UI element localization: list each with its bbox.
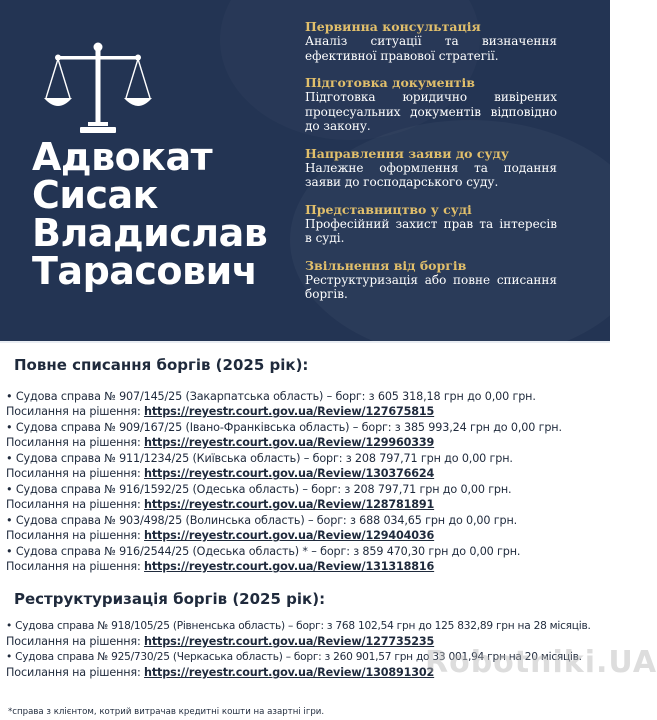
case-link-row [6, 467, 434, 480]
case-line: • Судова справа № 911/1234/25 (Київська область) – борг: з 208 797,71 грн до 0,00 грн. [6, 452, 513, 465]
case-line: • Судова справа № 909/167/25 (Івано-Франківська область) – борг: з 385 993,24 грн до 0,00 грн. [6, 421, 562, 434]
service-description: Підготовка юридично вивірених процесуальних документів відповідно до закону. [305, 90, 557, 133]
decision-link[interactable]: https://reyestr.court.gov.ua/Review/130376624 [144, 467, 435, 480]
lawyer-name-line: Тарасович [32, 249, 258, 293]
link-label: Посилання на рішення: [6, 498, 141, 511]
decision-link[interactable]: https://reyestr.court.gov.ua/Review/127675815 [144, 405, 435, 418]
case-link-row [6, 666, 434, 679]
lawyer-name-line: Сисак [32, 173, 158, 217]
service-title: Первинна консультація [305, 19, 481, 34]
service-title: Представництво у суді [305, 201, 472, 217]
case-line: • Судова справа № 916/1592/25 (Одеська область) – борг: з 208 797,71 грн до 0,00 грн. [6, 483, 512, 496]
service-item [305, 76, 557, 134]
decision-link[interactable]: https://reyestr.court.gov.ua/Review/131318816 [144, 560, 435, 573]
case-link-row [6, 560, 434, 573]
service-description: Належне оформлення та подання заяви до господарського суду. [305, 160, 557, 189]
case-link-row [6, 436, 434, 449]
service-item [305, 20, 557, 63]
service-title: Звільнення від боргів [305, 257, 467, 273]
services-list [305, 20, 557, 315]
link-label: Посилання на рішення: [6, 467, 141, 480]
lawyer-name-line: Владислав [32, 211, 268, 255]
link-label: Посилання на рішення: [6, 436, 141, 449]
watermark: Robotniki.UA [425, 645, 657, 680]
service-item [305, 203, 557, 246]
link-label: Посилання на рішення: [6, 560, 141, 573]
case-link-row [6, 635, 434, 648]
footnote: *справа з клієнтом, котрий витрачав кредитні кошти на азартні ігри. [8, 707, 325, 717]
link-label: Посилання на рішення: [6, 529, 141, 542]
service-item [305, 147, 557, 190]
case-line: • Судова справа № 918/105/25 (Рівненська область) – борг: з 768 102,54 грн до 125 832,89 грн на 28 місяців. [6, 620, 591, 632]
decision-link[interactable]: https://reyestr.court.gov.ua/Review/128781891 [144, 498, 435, 511]
decision-link[interactable]: https://reyestr.court.gov.ua/Review/127735235 [144, 635, 435, 648]
scales-of-justice-icon [50, 40, 170, 150]
case-link-row [6, 529, 434, 542]
service-description: Реструктуризація або повне списання боргів. [305, 272, 557, 301]
case-link-row [6, 405, 434, 418]
case-line: • Судова справа № 903/498/25 (Волинська область) – борг: з 688 034,65 грн до 0,00 грн. [6, 514, 518, 527]
decision-link[interactable]: https://reyestr.court.gov.ua/Review/129960339 [144, 436, 435, 449]
service-description: Аналіз ситуації та визначення ефективної правової стратегії. [305, 34, 557, 63]
service-item [305, 259, 557, 302]
case-line: • Судова справа № 907/145/25 (Закарпатська область) – борг: з 605 318,18 грн до 0,00 грн. [6, 390, 536, 403]
lawyer-name [32, 135, 268, 293]
link-label: Посилання на рішення: [6, 666, 141, 679]
decision-link[interactable]: https://reyestr.court.gov.ua/Review/129404036 [144, 529, 435, 542]
case-line: • Судова справа № 916/2544/25 (Одеська область) * – борг: з 859 470,30 грн до 0,00 грн. [6, 545, 521, 558]
header-banner [0, 0, 610, 341]
restructuring-heading: Реструктуризація боргів (2025 рік): [14, 590, 326, 608]
service-title: Підготовка документів [305, 75, 475, 90]
section-divider [0, 341, 610, 343]
service-description: Професійний захист прав та інтересів в суді. [305, 216, 557, 245]
service-title: Направлення заяви до суду [305, 145, 509, 161]
decision-link[interactable]: https://reyestr.court.gov.ua/Review/130891302 [144, 666, 435, 679]
case-line: • Судова справа № 925/730/25 (Черкаська область) – борг: з 260 901,57 грн до 33 001,94 грн на 20 місяців. [6, 651, 582, 663]
link-label: Посилання на рішення: [6, 405, 141, 418]
lawyer-name-line: Адвокат [32, 135, 213, 179]
full-writeoff-heading: Повне списання боргів (2025 рік): [14, 356, 309, 374]
case-link-row [6, 498, 434, 511]
link-label: Посилання на рішення: [6, 635, 141, 648]
